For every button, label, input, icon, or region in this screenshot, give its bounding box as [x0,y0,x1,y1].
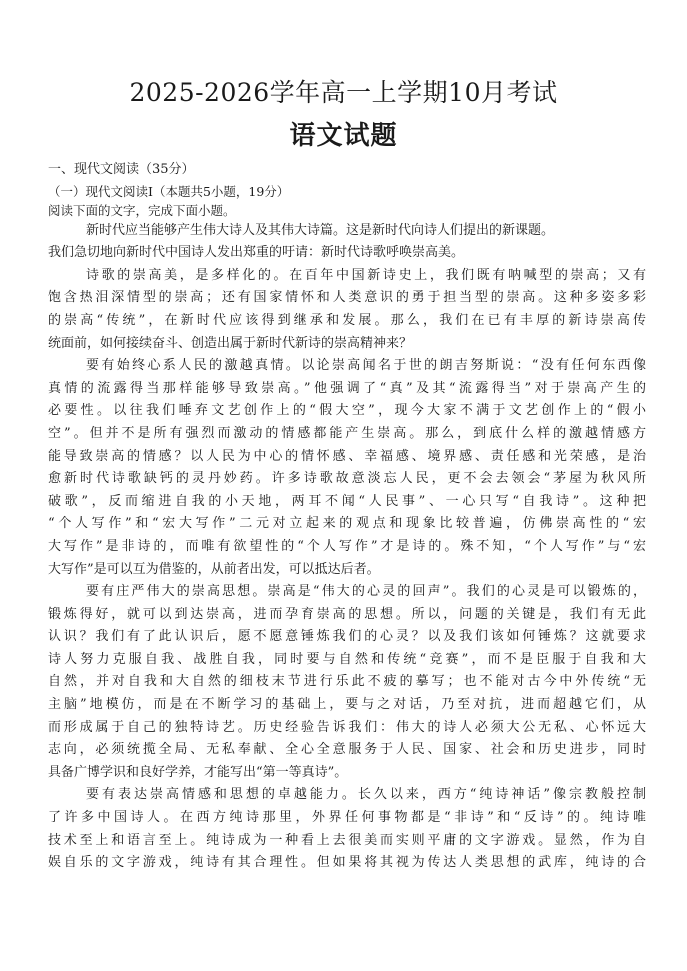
passage-line: 了许多中国诗人。在西方纯诗那里，外界任何事物都是“非诗”和“反诗”的。纯诗唯 [48,810,646,826]
passage-line: 愈新时代诗歌缺钙的灵丹妙药。许多诗歌故意淡忘人民，更不会去领会“茅屋为秋风所 [48,471,646,487]
passage-line: 锻炼得好，就可以到达崇高，进而孕育崇高的思想。所以，问题的关键是，我们有无此 [48,606,646,622]
passage-line: 要有始终心系人民的激越真情。以论崇高闻名于世的朗吉努斯说：“没有任何东西像 [86,358,646,374]
exam-title: 2025-2026学年高一上学期10月考试 [129,78,558,107]
passage-line: 要有庄严伟大的崇高思想。崇高是“伟大的心灵的回声”。我们的心灵是可以锻炼的， [86,584,646,600]
passage-line: 认识？我们有了此认识后，愿不愿意锤炼我们的心灵？以及我们该如何锤炼？这就要求 [48,629,646,645]
passage-line: 诗歌的崇高美，是多样化的。在百年中国新诗史上，我们既有呐喊型的崇高；又有 [86,267,646,283]
reading-instruction: 阅读下面的文字，完成下面小题。 [48,202,236,218]
passage-line: 大写作”是可以互为借鉴的，从前者出发，可以抵达后者。 [48,561,380,577]
section-heading: 一、现代文阅读（35分） [48,162,195,177]
passage-line: 真情的流露得当那样能够导致崇高。”他强调了“真”及其“流露得当”对于崇高产生的 [48,380,646,396]
section-subheading: （一）现代文阅读Ⅰ（本题共5小题，19分） [48,183,290,199]
passage-line: 新时代应当能够产生伟大诗人及其伟大诗篇。这是新时代向诗人们提出的新课题。 [86,222,555,238]
passage-line: 要有表达崇高情感和思想的卓越能力。长久以来，西方“纯诗神话”像宗教般控制 [86,787,646,803]
passage-line: 主脑”地模仿，而是在不断学习的基础上，要与之对话，乃至对抗，进而超越它们，从 [48,697,646,713]
subject-title: 语文试题 [289,121,398,151]
passage-line: “个人写作”和“宏大写作”二元对立起来的观点和现象比较普遍，仿佛崇高性的“宏 [48,516,646,532]
passage-line: 娱自乐的文字游戏，纯诗有其合理性。但如果将其视为传达人类思想的武库，纯诗的合 [48,855,646,871]
passage-line: 能导致崇高的情感？以人民为中心的情怀感、幸福感、境界感、责任感和光荣感，是治 [48,448,646,464]
passage-line: 自然，并对自我和大自然的细枝末节进行乐此不疲的摹写；也不能对古今中外传统“无 [48,674,646,690]
passage-line: 大写作”是非诗的，而唯有欲望性的“个人写作”才是诗的。殊不知，“个人写作”与“宏 [48,538,646,554]
passage-line: 饱含热泪深情型的崇高；还有国家情怀和人类意识的勇于担当型的崇高。这种多姿多彩 [48,290,646,306]
passage-line: 我们急切地向新时代中国诗人发出郑重的吁请：新时代诗歌呼唤崇高美。 [48,245,465,261]
passage-line: 而形成属于自己的独特诗艺。历史经验告诉我们：伟大的诗人必须大公无私、心怀远大 [48,719,646,735]
passage-line: 志向，必须统揽全局、无私奉献、全心全意服务于人民、国家、社会和历史进步，同时 [48,742,646,758]
passage-line: 的崇高“传统”，在新时代应该得到继承和发展。那么，我们在已有丰厚的新诗崇高传 [48,312,646,328]
passage-line: 诗人努力克服自我、战胜自我，同时要与自然和传统“竞赛”，而不是臣服于自我和大 [48,651,646,667]
passage-body [48,159,646,875]
passage-line: 技术至上和语言至上。纯诗成为一种看上去很美而实则平庸的文字游戏。显然，作为自 [48,832,646,848]
passage-line: 破歌”，反而缩进自我的小天地，两耳不闻“人民事”、一心只写“自我诗”。这种把 [48,493,646,509]
passage-line: 具备广博学识和良好学养，才能写出“第一等真诗”。 [48,764,348,780]
passage-line: 必要性。以往我们唾弃文艺创作上的“假大空”，现今大家不满于文艺创作上的“假小 [48,403,646,419]
passage-line: 统面前，如何接续奋斗、创造出属于新时代新诗的崇高精神来？ [48,335,413,351]
passage-line: 空”。但并不是所有强烈而激动的情感都能产生崇高。那么，到底什么样的激越情感方 [48,425,646,441]
